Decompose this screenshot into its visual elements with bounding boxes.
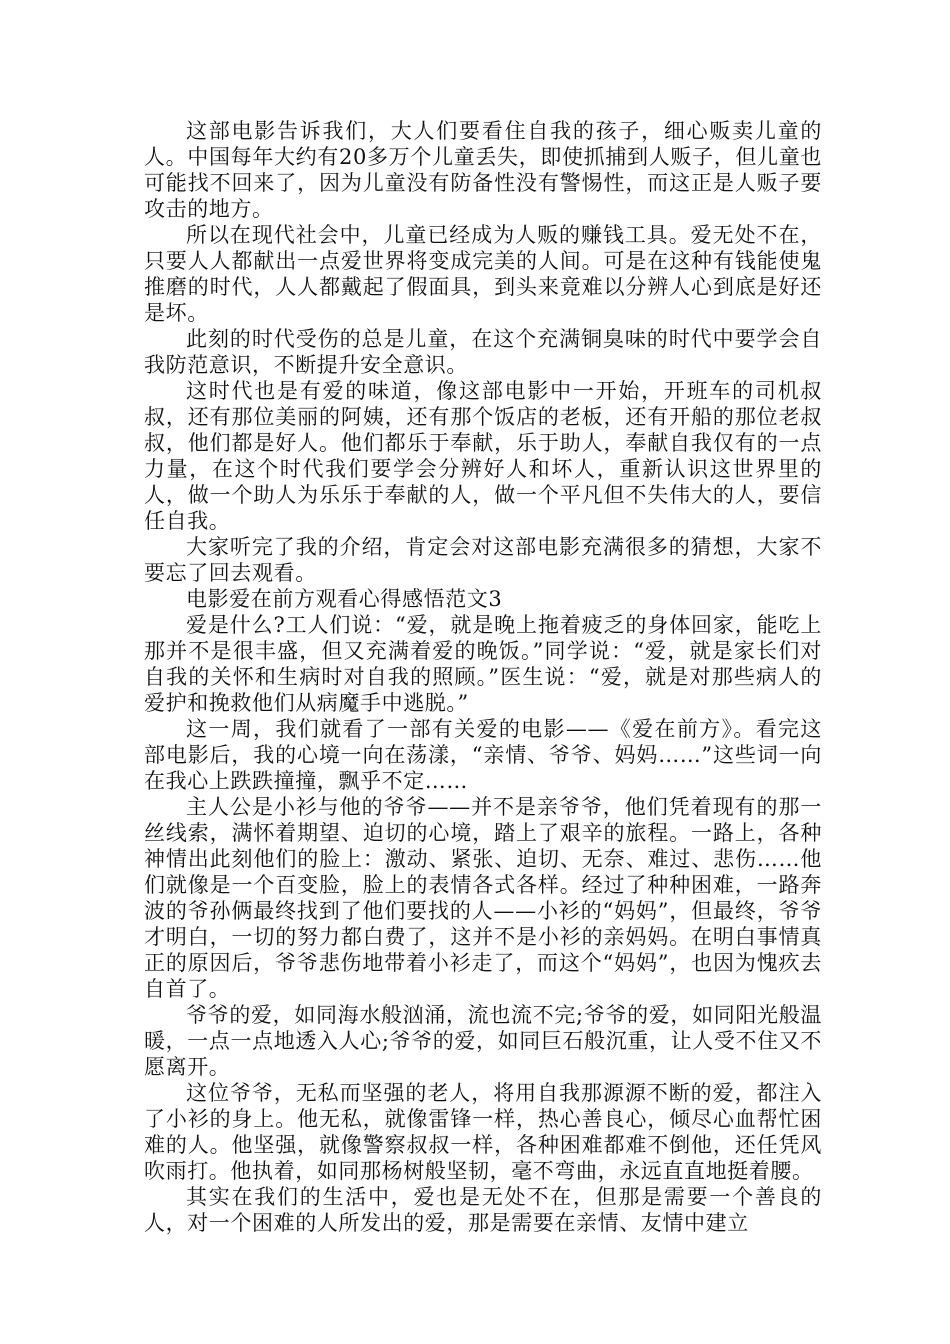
paragraph: 所以在现代社会中，儿童已经成为人贩的赚钱工具。爱无处不在，只要人人都献出一点爱世界将变成完美的人间。可是在这种有钱能使鬼推磨的时代，人人都戴起了假面具，到头来竟难以分辨人心到底是好还是坏。 [144,223,822,325]
paragraph: 爱是什么?工人们说：“爱，就是晚上拖着疲乏的身体回家，能吃上那并不是很丰盛，但又充满着爱的晚饭。”同学说：“爱，就是家长们对自我的关怀和生病时对自我的照顾。”医生说：“爱，就是对那些病人的爱护和挽救他们从病魔手中逃脱。” [144,613,822,715]
paragraph: 这时代也是有爱的味道，像这部电影中一开始，开班车的司机叔叔，还有那位美丽的阿姨，还有那个饭店的老板，还有开船的那位老叔叔，他们都是好人。他们都乐于奉献，乐于助人，奉献自我仅有的一点力量，在这个时代我们要学会分辨好人和坏人，重新认识这世界里的人，做一个助人为乐乐于奉献的人，做一个平凡但不失伟大的人，要信任自我。 [144,379,822,533]
paragraph: 这一周，我们就看了一部有关爱的电影——《爱在前方》。看完这部电影后，我的心境一向在荡漾，“亲情、爷爷、妈妈……”这些词一向在我心上跌跌撞撞，飘乎不定…… [144,717,822,793]
paragraph: 这部电影告诉我们，大人们要看住自我的孩子，细心贩卖儿童的人。中国每年大约有20多万个儿童丢失，即使抓捕到人贩子，但儿童也可能找不回来了，因为儿童没有防备性没有警惕性，而这正是人贩子要攻击的地方。 [144,119,822,221]
paragraph: 此刻的时代受伤的总是儿童，在这个充满铜臭味的时代中要学会自我防范意识，不断提升安全意识。 [144,327,822,377]
paragraph: 这位爷爷，无私而坚强的老人，将用自我那源源不断的爱，都注入了小衫的身上。他无私，就像雷锋一样，热心善良心，倾尽心血帮忙困难的人。他坚强，就像警察叔叔一样，各种困难都难不倒他，还任凭风吹雨打。他执着，如同那杨树般坚韧，毫不弯曲，永远直直地挺着腰。 [144,1081,822,1183]
paragraph: 其实在我们的生活中，爱也是无处不在，但那是需要一个善良的人，对一个困难的人所发出的爱，那是需要在亲情、友情中建立 [144,1185,822,1235]
section-heading: 电影爱在前方观看心得感悟范文3 [186,587,503,611]
paragraph: 主人公是小衫与他的爷爷——并不是亲爷爷，他们凭着现有的那一丝线索，满怀着期望、迫切的心境，踏上了艰辛的旅程。一路上，各种神情出此刻他们的脸上：激动、紧张、迫切、无奈、难过、悲伤……他们就像是一个百变脸，脸上的表情各式各样。经过了种种困难，一路奔波的爷孙俩最终找到了他们要找的人——小衫的“妈妈”，但最终，爷爷才明白，一切的努力都白费了，这并不是小衫的亲妈妈。在明白事情真正的原因后，爷爷悲伤地带着小衫走了，而这个“妈妈”，也因为愧疚去自首了。 [144,795,822,1001]
document-page [144,118,822,1236]
paragraph: 大家听完了我的介绍，肯定会对这部电影充满很多的猜想，大家不要忘了回去观看。 [144,535,822,585]
paragraph: 爷爷的爱，如同海水般汹涌，流也流不完;爷爷的爱，如同阳光般温暖，一点一点地透入人心;爷爷的爱，如同巨石般沉重，让人受不住又不愿离开。 [144,1003,822,1079]
